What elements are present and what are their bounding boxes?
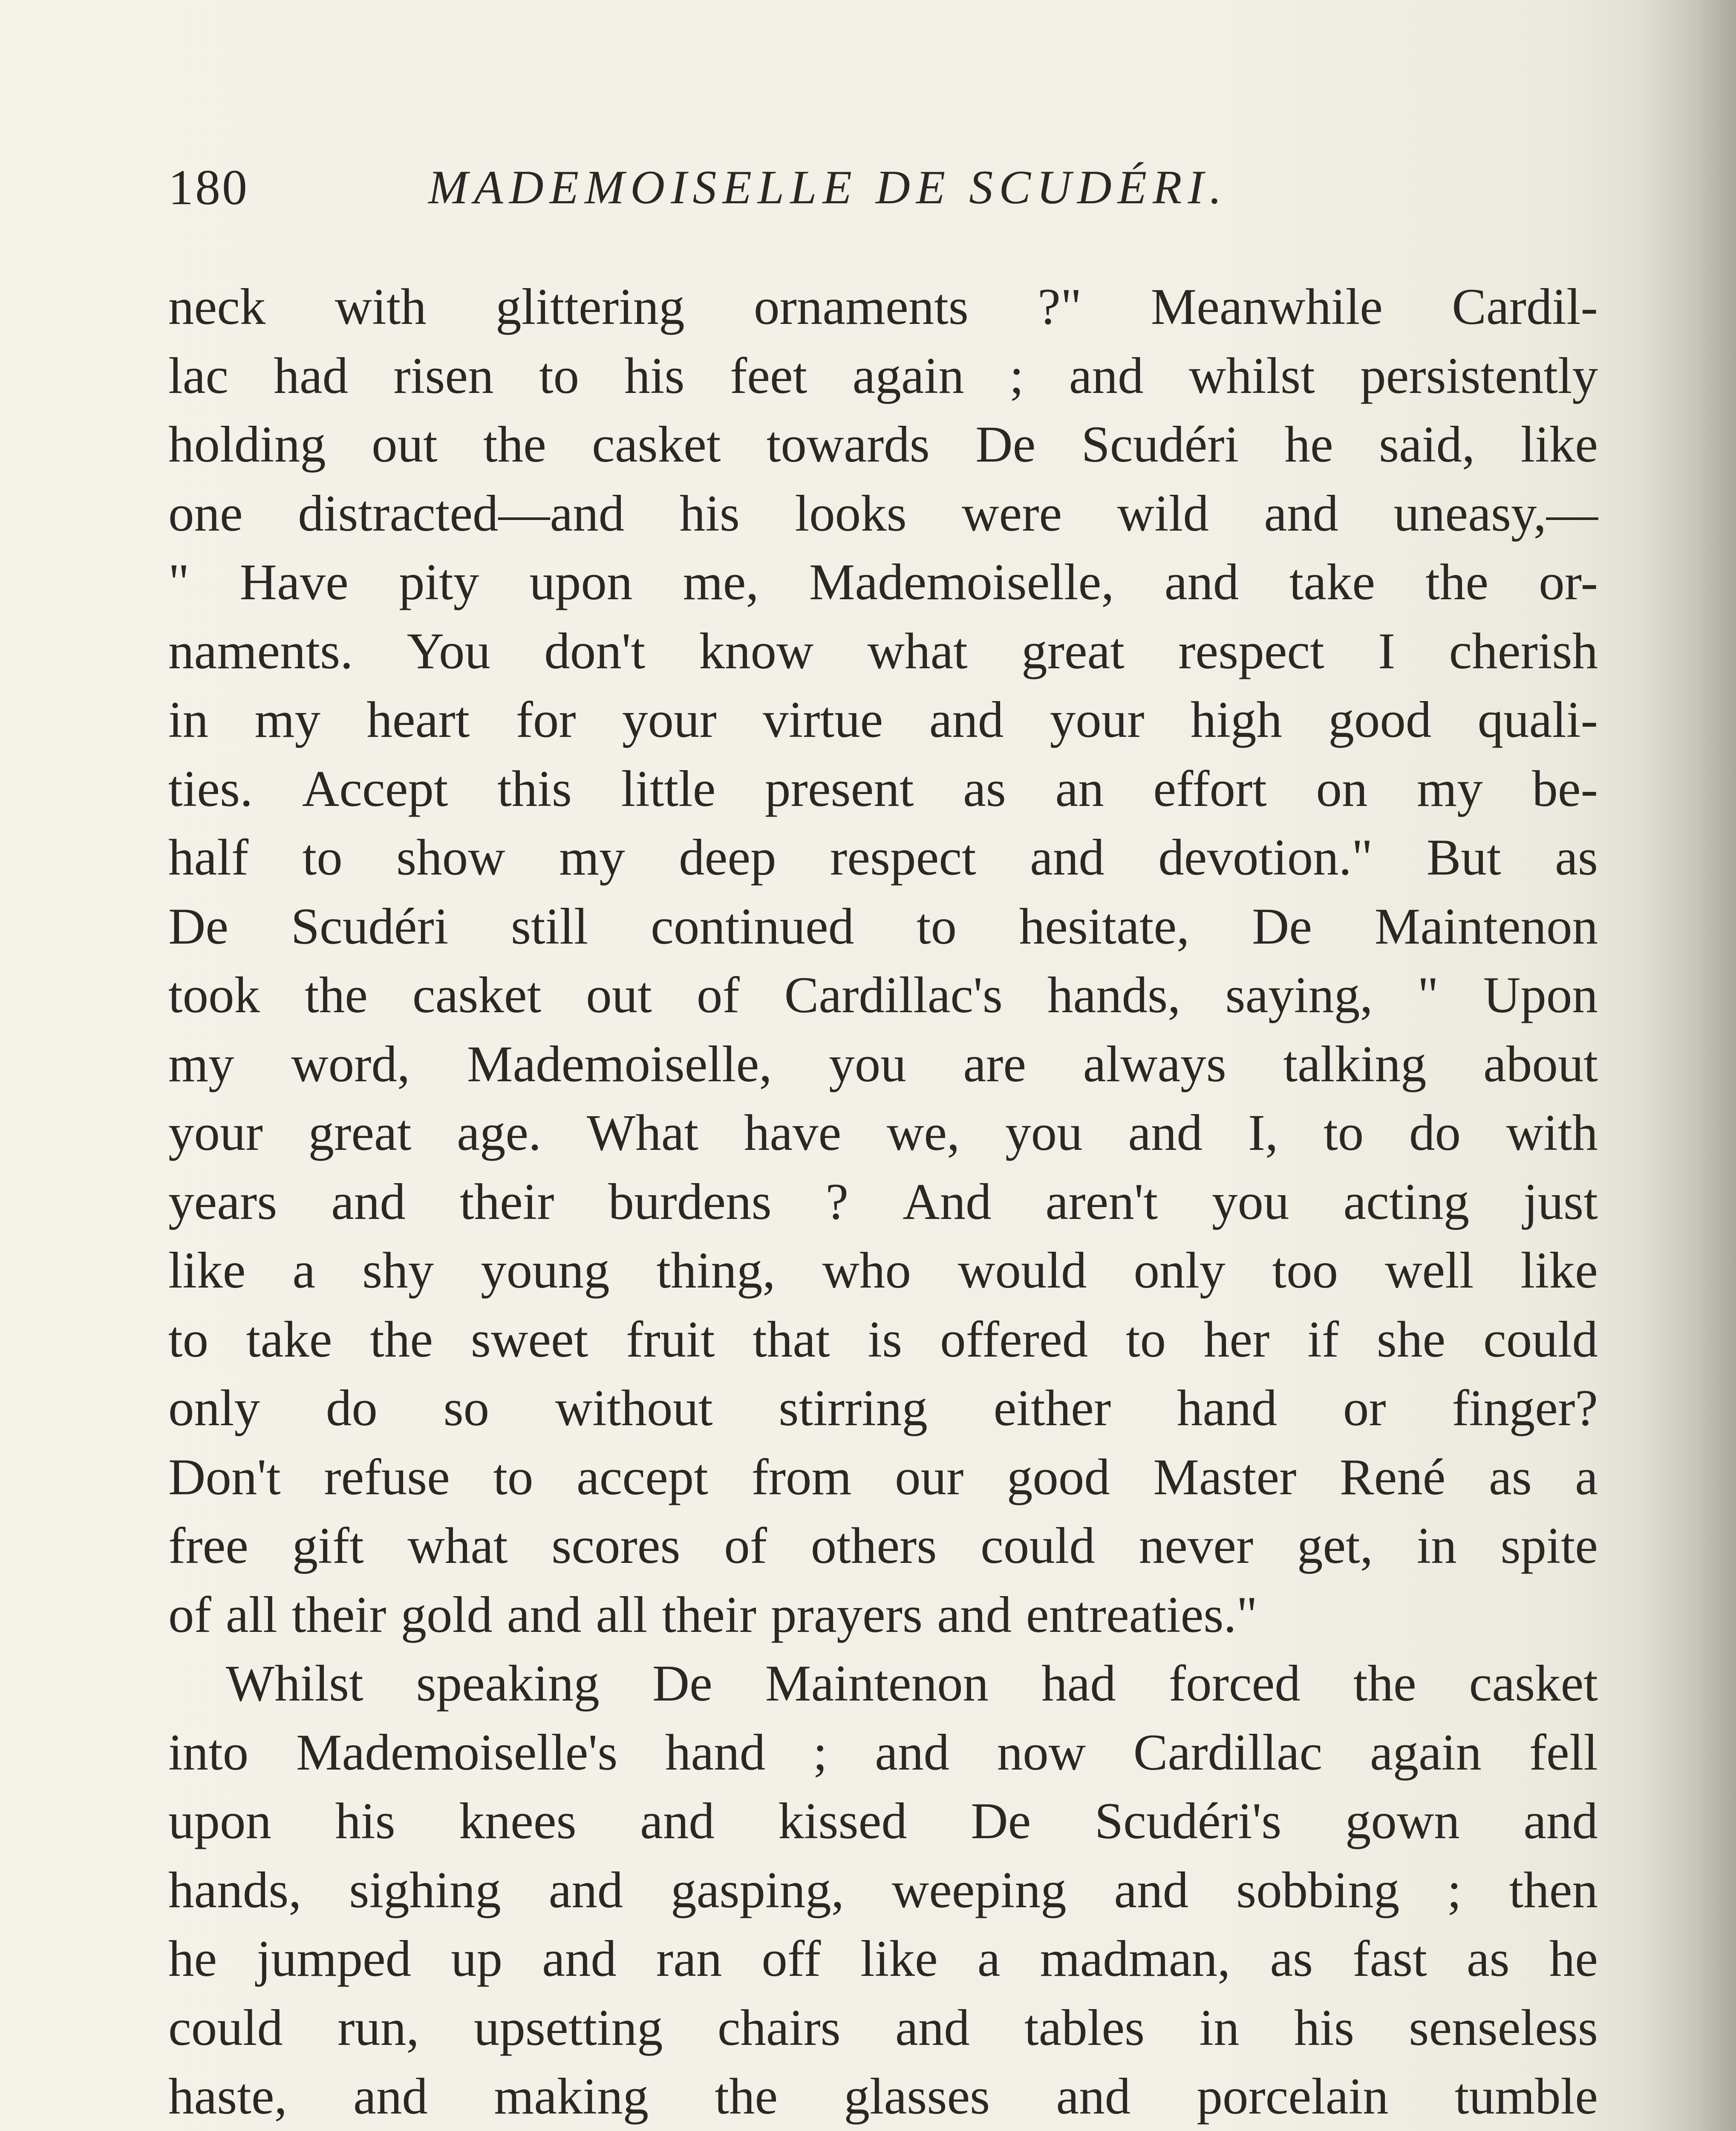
- word: their: [291, 1586, 386, 1643]
- word: Don't: [168, 1448, 281, 1506]
- word: her: [1203, 1311, 1270, 1368]
- word: neck: [168, 278, 266, 335]
- word: continued: [651, 898, 854, 955]
- page-number: 180: [168, 159, 249, 215]
- word: and: [1264, 485, 1339, 542]
- word: casket: [1469, 1655, 1598, 1712]
- word: of: [724, 1517, 767, 1574]
- word: wild: [1117, 485, 1209, 542]
- word: like: [860, 1930, 938, 1987]
- word: gift: [292, 1517, 364, 1574]
- word: you: [1005, 1104, 1083, 1161]
- word: present: [765, 760, 914, 817]
- word: have: [744, 1104, 842, 1161]
- text-line: [168, 892, 1598, 962]
- word: holding: [168, 416, 326, 473]
- word: Master: [1153, 1448, 1297, 1506]
- word: casket: [412, 967, 542, 1024]
- word: their: [459, 1173, 554, 1230]
- text-line: [168, 1099, 1598, 1168]
- word: to: [1324, 1104, 1364, 1161]
- text-line: [168, 1856, 1598, 1925]
- word: hesitate,: [1019, 898, 1190, 955]
- word: your: [168, 1104, 263, 1161]
- word: he: [1284, 416, 1333, 473]
- word: acting: [1343, 1173, 1470, 1230]
- word: hand: [665, 1724, 766, 1781]
- word: upsetting: [473, 1999, 663, 2056]
- word: be-: [1532, 760, 1598, 817]
- word: always: [1083, 1035, 1226, 1093]
- word: to: [539, 347, 580, 404]
- word: my: [168, 1035, 234, 1093]
- word: tables: [1024, 1999, 1145, 2056]
- word: to: [168, 1311, 209, 1368]
- word: Scudéri: [291, 898, 449, 955]
- word: Upon: [1483, 967, 1598, 1024]
- word: do: [1409, 1104, 1461, 1161]
- word: sweet: [470, 1311, 588, 1368]
- word: in: [1416, 1517, 1457, 1574]
- word: Mademoiselle,: [809, 554, 1114, 611]
- word: and: [937, 1586, 1012, 1643]
- word: Maintenon: [765, 1655, 989, 1712]
- word: gown: [1345, 1793, 1460, 1850]
- word: ;: [813, 1724, 828, 1781]
- word: this: [497, 760, 572, 817]
- word: gold: [401, 1586, 493, 1643]
- text-line: [168, 1030, 1598, 1099]
- word: off: [761, 1930, 821, 1987]
- word: shy: [362, 1242, 434, 1299]
- word: forced: [1168, 1655, 1301, 1712]
- text-line: [168, 273, 1598, 342]
- word: ornaments: [753, 278, 969, 335]
- word: Mademoiselle,: [467, 1035, 772, 1093]
- word: talking: [1283, 1035, 1427, 1093]
- word: What: [587, 1104, 699, 1161]
- word: ties.: [168, 760, 253, 817]
- word: knees: [459, 1793, 577, 1850]
- word: haste,: [168, 2068, 287, 2125]
- word: could: [980, 1517, 1095, 1574]
- text-line: [168, 342, 1598, 411]
- word: of: [168, 1586, 211, 1643]
- word: entreaties.": [1026, 1586, 1258, 1643]
- word: too: [1272, 1242, 1338, 1299]
- word: on: [1316, 760, 1368, 817]
- word: or: [1343, 1380, 1386, 1437]
- running-title: MADEMOISELLE DE SCUDÉRI.: [428, 161, 1228, 214]
- word: Cardillac's: [784, 967, 1003, 1024]
- text-line: [168, 1581, 1598, 1650]
- word: weeping: [891, 1861, 1067, 1919]
- word: porcelain: [1197, 2068, 1389, 2125]
- word: as: [1466, 1930, 1510, 1987]
- word: finger?: [1452, 1380, 1598, 1437]
- word: tumble: [1454, 2068, 1598, 2125]
- word: all: [596, 1586, 648, 1643]
- word: feet: [730, 347, 807, 404]
- word: get,: [1297, 1517, 1373, 1574]
- word: good: [1006, 1448, 1110, 1506]
- word: René: [1339, 1448, 1446, 1506]
- word: and: [929, 691, 1004, 748]
- word: his: [624, 347, 685, 404]
- word: and: [542, 1930, 617, 1987]
- word: you: [829, 1035, 906, 1093]
- spine-shadow: [1638, 0, 1736, 2131]
- word: only: [1133, 1242, 1226, 1299]
- text-line: [168, 1718, 1598, 1787]
- word: like: [1520, 1242, 1598, 1299]
- word: if: [1307, 1311, 1339, 1368]
- word: fruit: [626, 1311, 715, 1368]
- word: like: [1520, 416, 1598, 473]
- word: glasses: [844, 2068, 990, 2125]
- word: word,: [291, 1035, 410, 1093]
- word: and: [895, 1999, 970, 2056]
- word: a: [977, 1930, 1001, 1987]
- word: upon: [168, 1793, 271, 1850]
- word: so: [443, 1380, 490, 1437]
- word: don't: [544, 622, 646, 680]
- word: out: [586, 967, 652, 1024]
- word: never: [1139, 1517, 1254, 1574]
- word: had: [1041, 1655, 1116, 1712]
- word: Maintenon: [1374, 898, 1598, 955]
- word: madman,: [1040, 1930, 1231, 1987]
- word: Have: [239, 554, 349, 611]
- word: towards: [766, 416, 930, 473]
- word: their: [662, 1586, 757, 1643]
- word: deep: [679, 829, 776, 886]
- word: and: [1069, 347, 1144, 404]
- word: the: [1425, 554, 1489, 611]
- text-line: [168, 1374, 1598, 1443]
- word: Scudéri's: [1094, 1793, 1282, 1850]
- word: Mademoiselle's: [296, 1724, 618, 1781]
- word: De: [652, 1655, 712, 1712]
- word: take: [246, 1311, 332, 1368]
- word: offered: [940, 1311, 1088, 1368]
- word: as: [1270, 1930, 1313, 1987]
- word: that: [753, 1311, 830, 1368]
- word: aren't: [1045, 1173, 1158, 1230]
- word: he: [1549, 1930, 1598, 1987]
- word: hands,: [1047, 967, 1181, 1024]
- word: would: [957, 1242, 1087, 1299]
- word: and: [1114, 1861, 1189, 1919]
- word: hand: [1177, 1380, 1277, 1437]
- word: ;: [1447, 1861, 1462, 1919]
- word: senseless: [1409, 1999, 1598, 2056]
- word: young: [481, 1242, 610, 1299]
- word: uneasy,—: [1393, 485, 1598, 542]
- word: are: [963, 1035, 1027, 1093]
- word: or-: [1539, 554, 1598, 611]
- word: ": [168, 554, 190, 611]
- word: high: [1190, 691, 1282, 748]
- word: into: [168, 1724, 249, 1781]
- word: distracted—and: [298, 485, 625, 542]
- word: fast: [1352, 1930, 1427, 1987]
- word: she: [1376, 1311, 1446, 1368]
- text-line: [168, 617, 1598, 686]
- word: take: [1289, 554, 1376, 611]
- word: Accept: [302, 760, 448, 817]
- word: looks: [795, 485, 907, 542]
- text-line: [168, 479, 1598, 549]
- word: about: [1483, 1035, 1598, 1093]
- body-text: [168, 273, 1598, 2131]
- word: our: [895, 1448, 964, 1506]
- word: as: [1555, 829, 1598, 886]
- word: upon: [529, 554, 633, 611]
- word: and: [1523, 1793, 1598, 1850]
- word: years: [168, 1173, 277, 1230]
- word: and: [875, 1724, 949, 1781]
- word: But: [1426, 829, 1501, 886]
- word: half: [168, 829, 249, 886]
- word: virtue: [763, 691, 883, 748]
- word: what: [407, 1517, 508, 1574]
- word: free: [168, 1517, 248, 1574]
- word: you: [1212, 1173, 1289, 1230]
- word: to: [1125, 1311, 1166, 1368]
- word: the: [483, 416, 546, 473]
- word: for: [516, 691, 576, 748]
- word: burdens: [608, 1173, 772, 1230]
- word: making: [494, 2068, 649, 2125]
- word: he: [168, 1930, 217, 1987]
- word: me,: [683, 554, 759, 611]
- word: only: [168, 1380, 260, 1437]
- word: Whilst: [226, 1655, 363, 1712]
- word: the: [305, 967, 368, 1024]
- word: ": [1417, 967, 1439, 1024]
- word: had: [274, 347, 349, 404]
- word: to: [302, 829, 343, 886]
- word: ?: [825, 1173, 849, 1230]
- word: cherish: [1449, 622, 1598, 680]
- word: thing,: [656, 1242, 776, 1299]
- word: I,: [1248, 1104, 1278, 1161]
- text-line: [168, 1925, 1598, 1994]
- word: a: [1575, 1448, 1598, 1506]
- text-line: [168, 1443, 1598, 1512]
- word: is: [868, 1311, 903, 1368]
- word: took: [168, 967, 260, 1024]
- word: ran: [656, 1930, 722, 1987]
- word: one: [168, 485, 243, 542]
- word: De: [1252, 898, 1312, 955]
- text-line: [168, 410, 1598, 479]
- word: what: [867, 622, 968, 680]
- page-header: [168, 153, 1613, 222]
- word: your: [1050, 691, 1145, 748]
- word: like: [168, 1242, 246, 1299]
- word: good: [1328, 691, 1432, 748]
- word: as: [963, 760, 1006, 817]
- word: without: [555, 1380, 713, 1437]
- word: said,: [1379, 416, 1475, 473]
- text-line: [168, 823, 1598, 892]
- word: his: [1294, 1999, 1355, 2056]
- word: De: [168, 898, 229, 955]
- word: Cardillac: [1133, 1724, 1323, 1781]
- word: show: [396, 829, 505, 886]
- word: and: [1056, 2068, 1131, 2125]
- word: the: [1353, 1655, 1416, 1712]
- word: scores: [551, 1517, 681, 1574]
- word: all: [225, 1586, 277, 1643]
- word: jumped: [257, 1930, 412, 1987]
- word: effort: [1153, 760, 1267, 817]
- word: refuse: [324, 1448, 450, 1506]
- word: the: [370, 1311, 433, 1368]
- word: and: [1030, 829, 1104, 886]
- word: sighing: [349, 1861, 501, 1919]
- word: De: [975, 416, 1036, 473]
- word: hands,: [168, 1861, 302, 1919]
- word: again: [1370, 1724, 1482, 1781]
- word: in: [168, 691, 209, 748]
- word: well: [1385, 1242, 1474, 1299]
- word: saying,: [1225, 967, 1373, 1024]
- word: of: [696, 967, 740, 1024]
- word: his: [335, 1793, 395, 1850]
- word: quali-: [1477, 691, 1598, 748]
- word: fell: [1529, 1724, 1598, 1781]
- word: we,: [887, 1104, 960, 1161]
- word: Cardil-: [1452, 278, 1598, 335]
- word: great: [1021, 622, 1125, 680]
- word: and: [507, 1586, 582, 1643]
- text-line: [168, 1512, 1598, 1581]
- text-line: [168, 1994, 1598, 2063]
- text-line: [168, 686, 1598, 755]
- word: sobbing: [1236, 1861, 1400, 1919]
- word: gasping,: [671, 1861, 844, 1919]
- word: spite: [1500, 1517, 1598, 1574]
- word: know: [699, 622, 814, 680]
- word: as: [1488, 1448, 1532, 1506]
- word: were: [962, 485, 1062, 542]
- word: and: [1128, 1104, 1203, 1161]
- word: and: [1164, 554, 1239, 611]
- text-line: [168, 1649, 1598, 1718]
- word: ?": [1038, 278, 1082, 335]
- word: whilst: [1188, 347, 1315, 404]
- word: You: [407, 622, 491, 680]
- word: De: [971, 1793, 1031, 1850]
- word: just: [1523, 1173, 1598, 1230]
- text-line: [168, 755, 1598, 824]
- word: others: [810, 1517, 937, 1574]
- word: with: [1506, 1104, 1598, 1161]
- word: speaking: [416, 1655, 600, 1712]
- word: Meanwhile: [1151, 278, 1383, 335]
- word: to: [916, 898, 957, 955]
- word: respect: [830, 829, 976, 886]
- word: the: [715, 2068, 778, 2125]
- word: do: [326, 1380, 378, 1437]
- word: and: [548, 1861, 623, 1919]
- text-line: [168, 1236, 1598, 1305]
- text-line: [168, 1787, 1598, 1856]
- word: then: [1509, 1861, 1598, 1919]
- word: a: [292, 1242, 316, 1299]
- word: and: [353, 2068, 428, 2125]
- word: could: [1483, 1311, 1598, 1368]
- word: devotion.": [1158, 829, 1373, 886]
- word: in: [1199, 1999, 1240, 2056]
- word: Scudéri: [1081, 416, 1239, 473]
- word: ;: [1009, 347, 1024, 404]
- word: heart: [366, 691, 470, 748]
- word: respect: [1178, 622, 1324, 680]
- word: And: [903, 1173, 992, 1230]
- text-line: [168, 2062, 1598, 2131]
- word: chairs: [717, 1999, 841, 2056]
- word: from: [751, 1448, 852, 1506]
- word: stirring: [779, 1380, 928, 1437]
- text-line: [168, 1305, 1598, 1374]
- word: prayers: [771, 1586, 923, 1643]
- word: his: [679, 485, 740, 542]
- word: naments.: [168, 622, 353, 680]
- word: now: [997, 1724, 1086, 1781]
- word: lac: [168, 347, 229, 404]
- word: accept: [576, 1448, 708, 1506]
- word: little: [621, 760, 716, 817]
- word: who: [822, 1242, 911, 1299]
- word: age.: [457, 1104, 542, 1161]
- word: and: [640, 1793, 715, 1850]
- word: persistently: [1360, 347, 1598, 404]
- text-line: [168, 548, 1598, 617]
- word: again: [852, 347, 964, 404]
- word: could: [168, 1999, 283, 2056]
- word: my: [1417, 760, 1483, 817]
- word: pity: [399, 554, 479, 611]
- word: great: [308, 1104, 412, 1161]
- word: run,: [337, 1999, 419, 2056]
- word: your: [622, 691, 717, 748]
- word: glittering: [496, 278, 685, 335]
- word: to: [493, 1448, 533, 1506]
- word: out: [372, 416, 438, 473]
- word: still: [510, 898, 588, 955]
- word: an: [1055, 760, 1104, 817]
- word: my: [254, 691, 321, 748]
- word: and: [331, 1173, 406, 1230]
- word: kissed: [778, 1793, 907, 1850]
- text-line: [168, 1168, 1598, 1237]
- word: I: [1378, 622, 1396, 680]
- word: either: [993, 1380, 1111, 1437]
- word: casket: [592, 416, 721, 473]
- word: with: [335, 278, 427, 335]
- word: up: [451, 1930, 503, 1987]
- word: risen: [393, 347, 494, 404]
- text-line: [168, 961, 1598, 1030]
- word: my: [559, 829, 625, 886]
